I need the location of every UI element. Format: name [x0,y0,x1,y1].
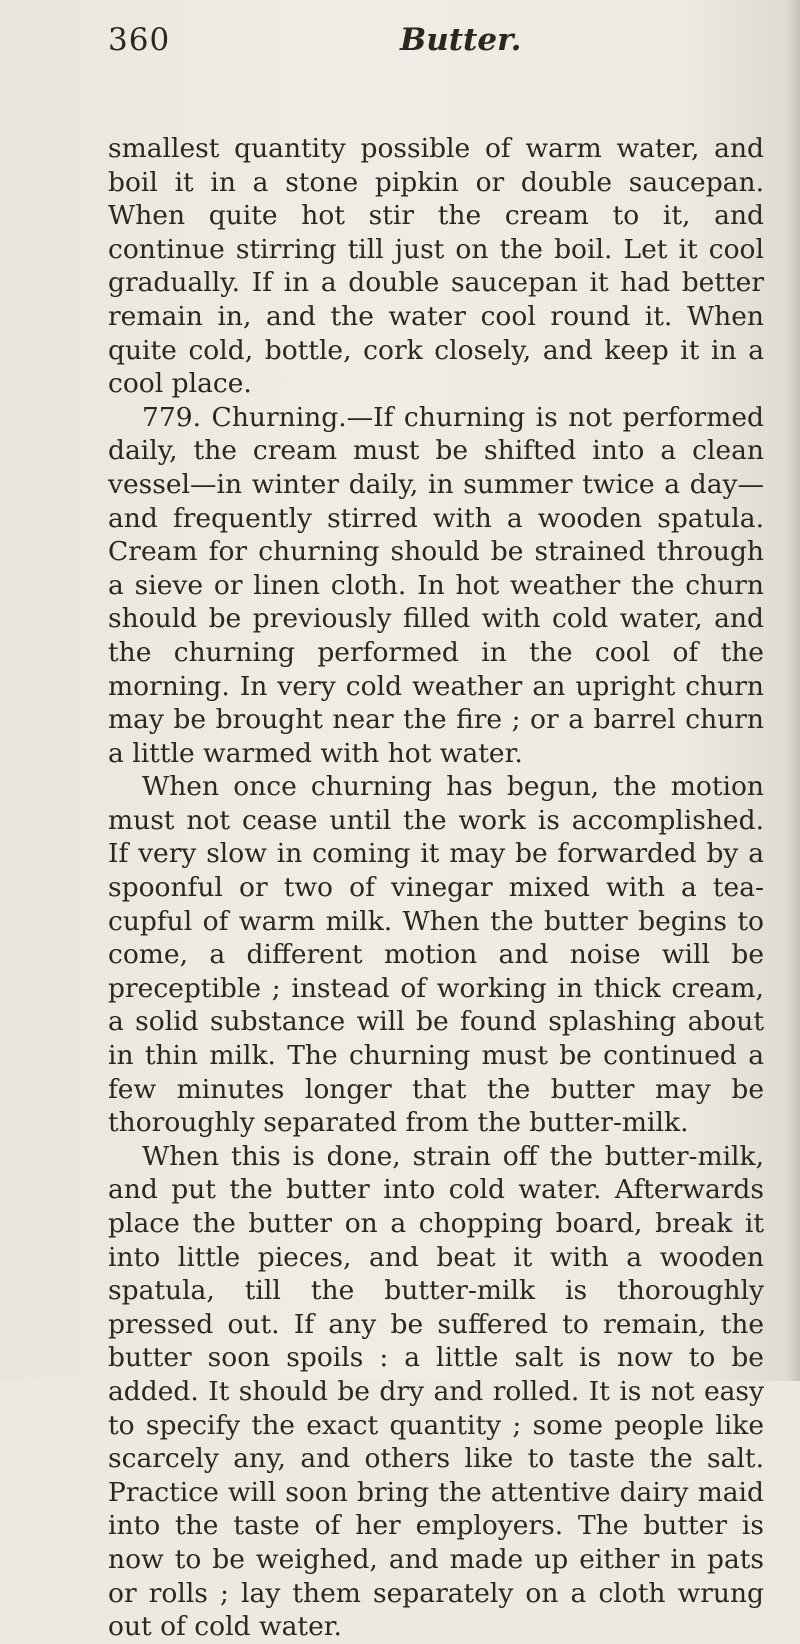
paragraph-3 [108,770,764,1140]
paragraph-779 [108,401,764,771]
paragraph-1 [108,132,764,401]
paragraph-text: smallest quantity possible of warm water, and boil it in a stone pipkin or double saucepan. When quite hot stir the cream to it, and continue stirring till just on the boil. Let it cool gradually. If in a double saucepan it had better remain in, and the water cool round it. When quite cold, bottle, cork closely, and keep it in a cool place. [108,133,764,400]
page-number: 360 [108,22,171,58]
paragraph-number: 779. [142,401,202,433]
paragraph-text: When this is done, strain off the butter-milk, and put the butter into cold water. Afterwards place the butter on a chopping board, break it into little pieces, and beat it with a wooden spatula, till the butter-milk is thoroughly pressed out. If any be suffered to remain, the butter soon spoils : a little salt is now to be added. It should be dry and rolled. It is not easy to specify the exact quantity ; some people like scarcely any, and others like to taste the salt. Practice will soon bring the attentive dairy maid into the taste of her employers. The butter is now to be weighed, and made up either in pats or rolls ; lay them separately on a cloth wrung out of cold water. [108,1140,764,1643]
page-header [108,22,800,72]
page-edge-shadow [786,0,800,1381]
body-text [108,132,764,1644]
paragraph-text: If churning is not performed daily, the cream must be shifted into a clean vessel—in winter daily, in summer twice a day—and frequently stirred with a wooden spatula. Cream for churning should be strained through a sieve or linen cloth. In hot weather the churn should be previously filled with cold water, and the churning performed in the cool of the morning. In very cold weather an upright churn may be brought near the fire ; or a barrel churn a little warmed with hot water. [108,401,764,769]
paragraph-heading: Churning.— [211,401,374,433]
running-title: Butter. [400,22,522,58]
paragraph-4 [108,1140,764,1644]
paragraph-text: When once churning has begun, the motion must not cease until the work is accomplished. If very slow in coming it may be forwarded by a spoonful or two of vinegar mixed with a tea-cupful of warm milk. When the butter begins to come, a different motion and noise will be preceptible ; instead of working in thick cream, a solid substance will be found splashing about in thin milk. The churning must be continued a few minutes longer that the butter may be thoroughly separated from the butter-milk. [108,771,764,1139]
